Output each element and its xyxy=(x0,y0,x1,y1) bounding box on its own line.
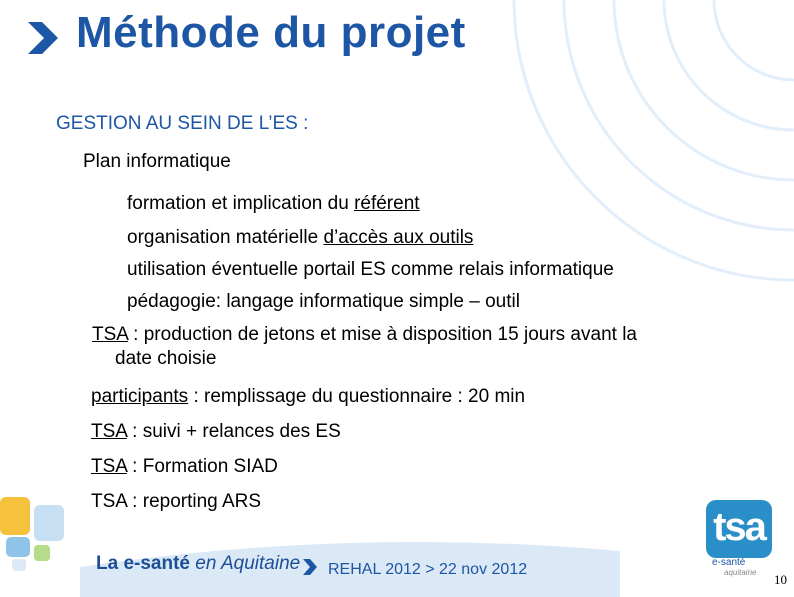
bullet-underlined: d’accès aux outils xyxy=(323,227,474,248)
page-number: 10 xyxy=(774,572,787,587)
footer-chevron-icon xyxy=(302,558,318,576)
tsa-suivi-text: : suivi + relances des ES xyxy=(126,421,341,442)
bullet-text: pédagogie: langage informatique simple – outil xyxy=(127,291,520,312)
participants-label: participants xyxy=(91,386,189,407)
tsa-formation-text: : Formation SIAD xyxy=(126,456,278,477)
bullet-text: formation et implication du xyxy=(127,193,355,214)
tsa-production-line1 xyxy=(92,324,637,346)
bullet-pedagogie xyxy=(127,291,520,313)
tsa-production-line2: date choisie xyxy=(115,348,217,369)
bullet-referent xyxy=(127,193,420,215)
bullet-text: utilisation éventuelle portail ES comme relais informatique xyxy=(127,259,614,280)
tsa-logo-subcaption: aquitaine xyxy=(724,568,757,577)
tsa-suivi-line xyxy=(91,421,341,443)
footer-brand xyxy=(96,553,300,575)
tsa-label: TSA xyxy=(91,456,127,477)
footer-brand-suffix: en Aquitaine xyxy=(195,553,301,574)
footer-event: REHAL 2012 > 22 nov 2012 xyxy=(328,561,528,578)
participants-line xyxy=(91,386,525,408)
puzzle-logo-icon xyxy=(0,495,72,575)
tsa-label: TSA xyxy=(92,324,128,345)
footer-brand-prefix: La e-santé xyxy=(96,553,196,574)
page-title: Méthode du projet xyxy=(76,8,466,57)
tsa-reporting-line: TSA : reporting ARS xyxy=(91,491,262,512)
subheading: Plan informatique xyxy=(83,151,231,172)
bullet-underlined: référent xyxy=(354,193,420,214)
tsa-label: TSA xyxy=(91,421,127,442)
tsa-logo-caption: e-santé xyxy=(712,557,746,568)
section-heading: GESTION AU SEIN DE L’ES : xyxy=(56,113,309,134)
participants-text: : remplissage du questionnaire : 20 min xyxy=(188,386,526,407)
tsa-logo: tsa xyxy=(706,500,772,558)
bullet-utilisation xyxy=(127,259,614,281)
tsa-formation-line xyxy=(91,456,278,478)
bullet-organisation xyxy=(127,227,473,249)
chevron-right-icon xyxy=(26,20,60,56)
bullet-text: organisation matérielle xyxy=(127,227,324,248)
tsa-production-text: : production de jetons et mise à disposition 15 jours avant la xyxy=(127,324,637,345)
